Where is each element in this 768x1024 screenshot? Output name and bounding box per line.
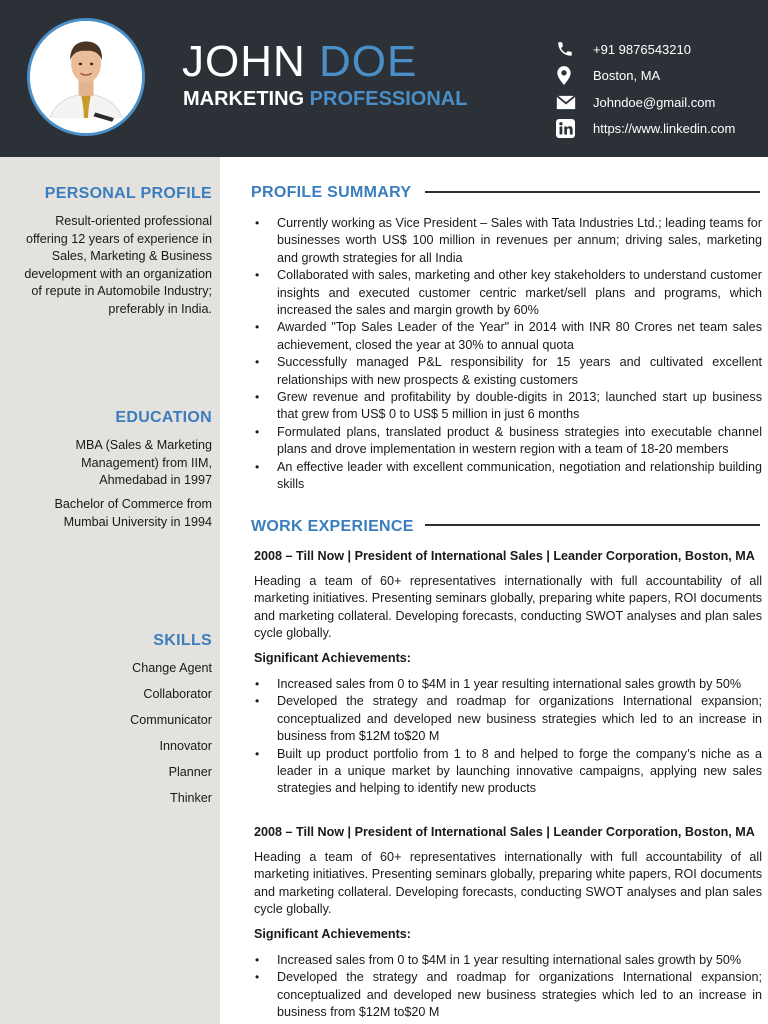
- role-second: PROFESSIONAL: [309, 88, 468, 110]
- achievement-bullet: • Developed the strategy and roadmap for organizations International expansion; conceptualized and developed new business strategies which led to an increase in business from $12M to$20 M: [255, 694, 762, 744]
- profile-line: Sales, Marketing & Business: [51, 249, 212, 263]
- achievements-heading: Significant Achievements:: [254, 651, 411, 665]
- work-experience-heading: WORK EXPERIENCE: [251, 518, 414, 535]
- achievements-heading: Significant Achievements:: [254, 927, 411, 941]
- profile-line: offering 12 years of experience in: [26, 231, 212, 246]
- contact-email: [556, 89, 766, 116]
- skill-item: Communicator: [130, 713, 212, 727]
- skill-item: Innovator: [159, 739, 212, 753]
- summary-bullet: • Grew revenue and profitability by double-digits in 2013; launched start up business that grew from US$ 0 to US$ 5 million in just 6 months: [255, 390, 762, 422]
- summary-bullet: • Formulated plans, translated product & business strategies into executable channel plans and drove implementation in western region with a team of 18-20 members: [255, 424, 762, 457]
- profile-line: of repute in Automobile Industry;: [31, 284, 212, 298]
- education-heading: EDUCATION: [115, 409, 212, 426]
- contact-location: [556, 63, 766, 90]
- location-pin-icon: [556, 67, 578, 85]
- candidate-name: [182, 38, 417, 86]
- role-first: MARKETING: [183, 88, 305, 110]
- personal-profile-heading: PERSONAL PROFILE: [44, 185, 212, 202]
- achievement-bullet: • Built up product portfolio from 1 to 8 and helped to forge the company’s niche as a leader in a unique market by launching innovative campaigns, applying new sales strategies and helping to identify new products: [255, 746, 762, 796]
- contact-list: [556, 36, 766, 142]
- email-text[interactable]: Johndoe@gmail.com: [593, 94, 716, 110]
- profile-line: Result-oriented professional: [55, 214, 212, 228]
- contact-phone: [556, 36, 766, 63]
- achievement-bullet: • Developed the strategy and roadmap for organizations International expansion; conceptualized and developed new business strategies which led to an increase in business from $12M to$20 M: [255, 970, 762, 1020]
- achievement-bullet: • Increased sales from 0 to $4M in 1 year resulting international sales growth by 50%: [255, 677, 742, 691]
- profile-summary-list: [250, 215, 762, 494]
- profile-line: development with an organization: [24, 266, 212, 281]
- summary-bullet: • Currently working as Vice President – Sales with Tata Industries Ltd.; leading teams for businesses worth US$ 100 million in revenues per annum; driving sales, marketing and growth strategies for all India: [255, 216, 762, 265]
- left-sidebar: [0, 157, 220, 1024]
- skill-item: Thinker: [170, 791, 212, 805]
- header-banner: [0, 0, 768, 157]
- linkedin-text[interactable]: https://www.linkedin.com: [593, 121, 736, 137]
- skills-heading: SKILLS: [153, 632, 212, 649]
- phone-icon: [556, 40, 578, 58]
- profile-photo-illustration: [30, 21, 142, 133]
- achievements-list: [250, 952, 762, 1022]
- profile-summary-heading: PROFILE SUMMARY: [251, 184, 412, 201]
- phone-text[interactable]: +91 9876543210: [593, 41, 691, 57]
- linkedin-icon: [556, 120, 578, 138]
- summary-bullet: • Collaborated with sales, marketing and other key stakeholders to understand customer insights and executed customer centric market/sell plans and programs, which increased the sales and margin growth by 60%: [255, 268, 762, 318]
- job-title: 2008 – Till Now | President of International Sales | Leander Corporation, Boston, MA: [254, 549, 755, 563]
- education-line: Mumbai University in 1994: [63, 514, 212, 529]
- job-description: Heading a team of 60+ representatives internationally with full accountability of all marketing initiatives. Presenting seminars globally, preparing white papers, ROI documents and marketing collateral. Developing forecasts, conducting SWOT analyses and plan sales cycle globally.: [254, 574, 762, 641]
- first-name: JOHN: [182, 37, 306, 86]
- job-title: 2008 – Till Now | President of International Sales | Leander Corporation, Boston, MA: [254, 825, 755, 839]
- job-description: Heading a team of 60+ representatives internationally with full accountability of all marketing initiatives. Presenting seminars globally, preparing white papers, ROI documents and marketing collateral. Developing forecasts, conducting SWOT analyses and plan sales cycle globally.: [254, 850, 762, 917]
- email-icon: [556, 93, 578, 111]
- education-entry: [12, 496, 212, 531]
- location-text: Boston, MA: [593, 68, 661, 84]
- profile-photo: [27, 18, 145, 136]
- profile-line: preferably in India.: [108, 301, 212, 316]
- skill-item: Planner: [168, 765, 212, 779]
- achievements-list: [250, 676, 762, 798]
- personal-profile-text: [12, 213, 212, 318]
- achievement-bullet: • Increased sales from 0 to $4M in 1 year resulting international sales growth by 50%: [255, 953, 742, 967]
- contact-linkedin: [556, 116, 766, 143]
- section-divider: [425, 524, 760, 526]
- job-role: [183, 87, 467, 111]
- last-name: DOE: [319, 37, 418, 86]
- education-line: Bachelor of Commerce from: [54, 497, 212, 511]
- section-divider: [425, 191, 760, 193]
- skill-item: Collaborator: [143, 687, 212, 701]
- summary-bullet: • Successfully managed P&L responsibility for 15 years and cultivated excellent relationships with new prospects & existing customers: [255, 355, 762, 387]
- summary-bullet: • Awarded "Top Sales Leader of the Year" in 2014 with INR 80 Crores net team sales achievement, closed the year at 30% to annual quota: [255, 320, 762, 352]
- education-line: Ahmedabad in 1997: [99, 473, 212, 487]
- education-entry: [12, 437, 212, 490]
- skill-item: Change Agent: [132, 661, 212, 675]
- education-line: Management) from IIM,: [81, 455, 212, 470]
- education-line: MBA (Sales & Marketing: [75, 438, 212, 452]
- summary-bullet: • An effective leader with excellent communication, negotiation and relationship building skills: [255, 459, 762, 492]
